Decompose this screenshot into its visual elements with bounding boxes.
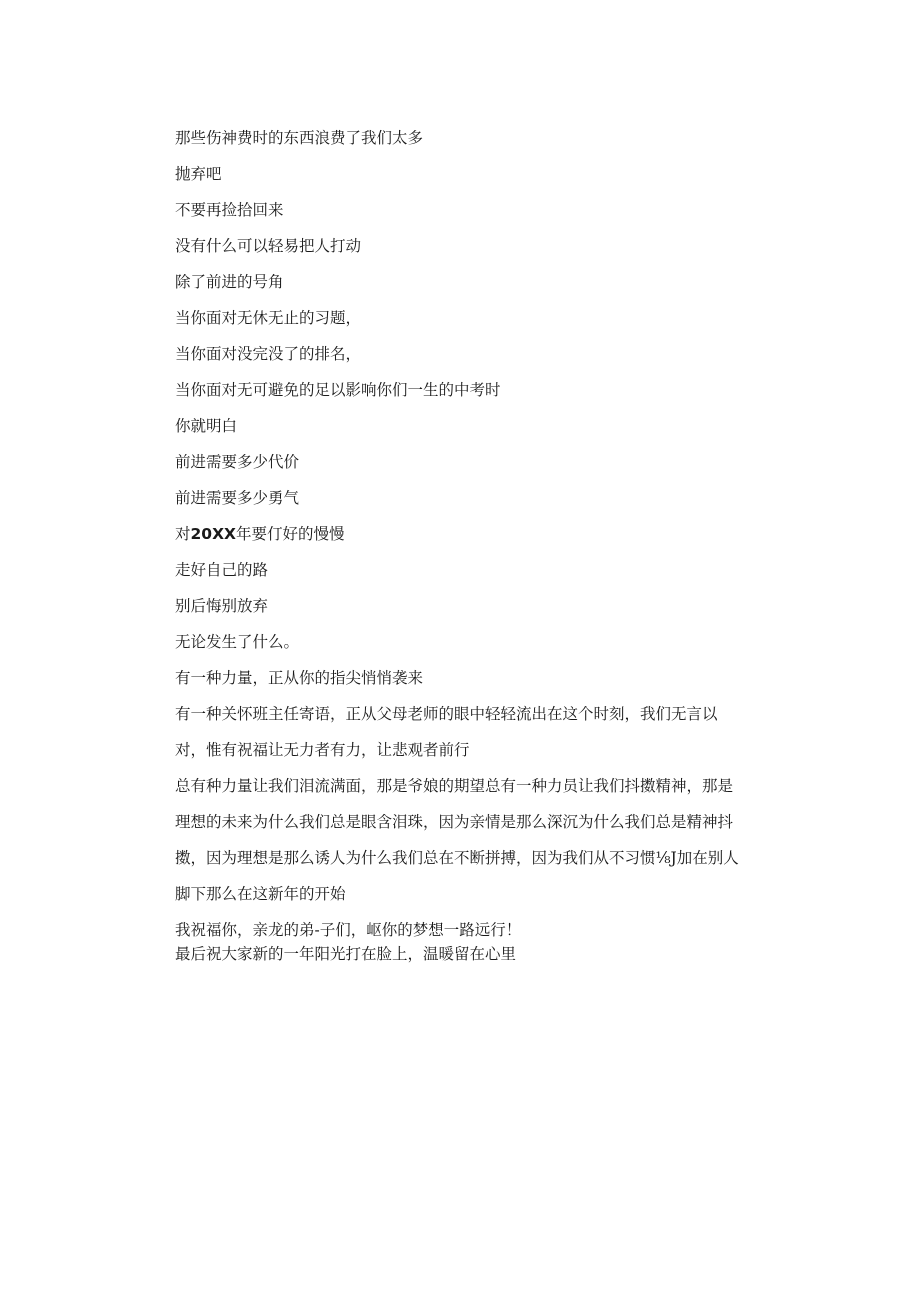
paragraph-line: 有一种关怀班主任寄语，正从父母老师的眼中轻轻流出在这个时刻，我们无言以 — [175, 705, 718, 723]
text-line: 走好自己的路 — [175, 561, 269, 579]
closing-line: 最后祝大家新的一年阳光打在脸上，温暖留在心里 — [175, 945, 517, 963]
text-line: 当你面对无休无止的习题， — [175, 309, 362, 327]
text-line: 抛弃吧 — [175, 165, 222, 183]
text-line: 当你面对无可避免的足以影响你们一生的中考时 — [175, 381, 501, 399]
paragraph-line: 擞，因为理想是那么诱人为什么我们总在不断拼搏，因为我们从不习惯⅛J加在别人 — [175, 849, 739, 867]
paragraph-line: 理想的未来为什么我们总是眼含泪珠，因为亲情是那么深沉为什么我们总是精神抖 — [175, 813, 734, 831]
paragraph-line: 脚下那么在这新年的开始 — [175, 885, 346, 903]
text-line: 没有什么可以轻易把人打动 — [175, 237, 362, 255]
paragraph-line: 对，惟有祝福让无力者有力，让悲观者前行 — [175, 741, 470, 759]
text-line: 无论发生了什么。 — [175, 633, 300, 651]
closing-line: 我祝福你，亲龙的弟-子们，岖你的梦想一路远行！ — [175, 921, 522, 939]
text-line: 你就明白 — [175, 417, 238, 435]
text-line: 别后悔别放弃 — [175, 597, 269, 615]
paragraph-blessing — [175, 704, 790, 760]
text-line: 前进需要多少代价 — [175, 453, 300, 471]
text-line: 前进需要多少勇气 — [175, 489, 300, 507]
paragraph-line: 总有种力量让我们泪流满面，那是爷娘的期望总有一种力员让我们抖擞精神，那是 — [175, 777, 734, 795]
text-line: 当你面对没完没了的排名， — [175, 345, 362, 363]
text-line: 有一种力量，正从你的指尖悄悄袭来 — [175, 669, 424, 687]
text-line: 不要再捡拾回来 — [175, 201, 284, 219]
text-line: 那些伤神费时的东西浪费了我们太多 — [175, 129, 424, 147]
text-line: 对20XX年要仃好的慢慢 — [175, 525, 345, 543]
text-line: 除了前进的号角 — [175, 273, 284, 291]
paragraph-strength — [175, 776, 790, 904]
document-body — [175, 128, 790, 980]
